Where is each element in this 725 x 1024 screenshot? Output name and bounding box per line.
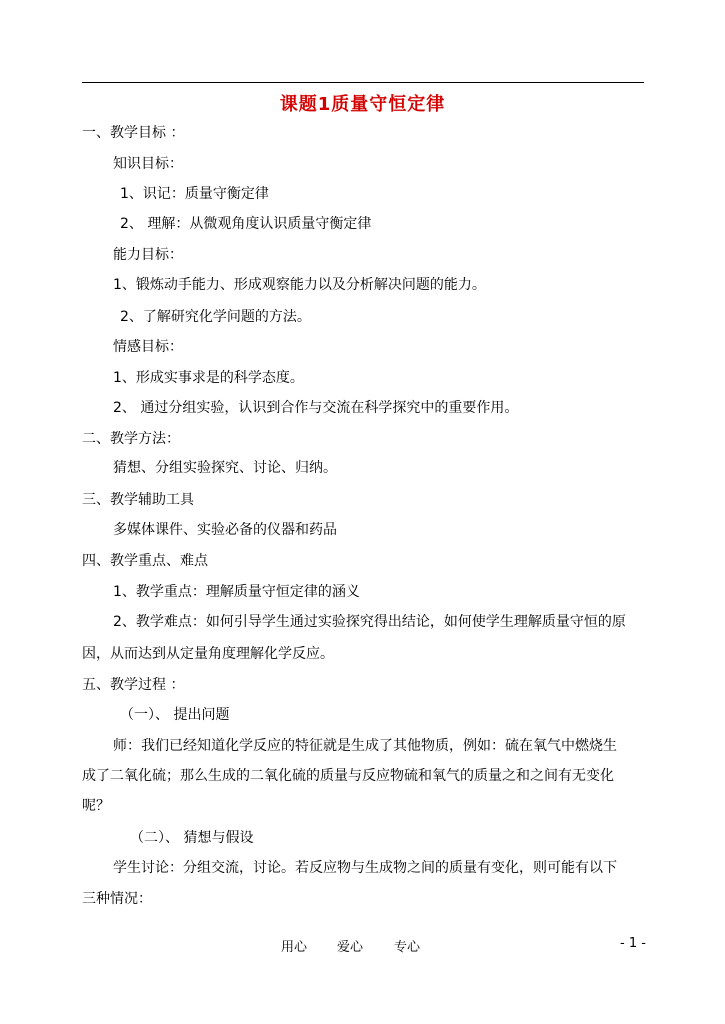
subheading-ability: 能力目标： [113, 247, 183, 263]
list-item-continuation: 因，从而达到从定量角度理解化学反应。 [82, 646, 334, 662]
page-title: 课题1质量守恒定律 [279, 94, 446, 115]
page-number: - 1 - [620, 936, 646, 951]
section-heading-process: 五、教学过程 ： [82, 677, 185, 693]
header-rule [82, 82, 644, 83]
subheading-knowledge: 知识目标： [113, 156, 183, 172]
paragraph: 师：我们已经知道化学反应的特征就是生成了其他物质，例如：硫在氧气中燃烧生 [113, 738, 617, 754]
footer-motto-2: 爱心 [337, 940, 364, 955]
subheading-emotion: 情感目标： [113, 339, 183, 355]
section-heading-key-points: 四、教学重点、难点 [82, 553, 208, 569]
footer-motto-3: 专心 [394, 940, 421, 955]
list-item: 1、教学重点：理解质量守恒定律的涵义 [113, 584, 360, 600]
paragraph: 多媒体课件、实验必备的仪器和药品 [113, 522, 337, 538]
list-item: 1、锻炼动手能力、形成观察能力以及分析解决问题的能力。 [113, 277, 486, 293]
paragraph: 学生讨论：分组交流，讨论。若反应物与生成物之间的质量有变化，则可能有以下 [113, 860, 617, 876]
paragraph-continuation: 三种情况： [82, 891, 152, 907]
paragraph: 猜想、分组实验探究、讨论、归纳。 [113, 460, 337, 476]
section-heading-tools: 三、教学辅助工具 [82, 492, 194, 508]
section-heading-objectives: 一、教学目标 ： [82, 125, 185, 141]
subsection-heading: （一）、 提出问题 [120, 707, 230, 723]
list-item: 2、教学难点：如何引导学生通过实验探究得出结论，如何使学生理解质量守恒的原 [113, 614, 626, 630]
section-heading-methods: 二、教学方法： [82, 431, 180, 447]
paragraph-continuation: 成了二氧化硫；那么生成的二氧化硫的质量与反应物硫和氧气的质量之和之间有无变化 [82, 768, 614, 784]
footer-motto-1: 用心 [281, 940, 308, 955]
list-item: 1、识记：质量守衡定律 [120, 186, 269, 202]
list-item: 2、 通过分组实验，认识到合作与交流在科学探究中的重要作用。 [113, 400, 519, 416]
list-item: 2、了解研究化学问题的方法。 [120, 309, 311, 325]
list-item: 2、 理解：从微观角度认识质量守衡定律 [120, 216, 372, 232]
subsection-heading: （二）、 猜想与假设 [130, 830, 254, 846]
paragraph-continuation: 呢？ [82, 798, 110, 814]
list-item: 1、形成实事求是的科学态度。 [113, 370, 304, 386]
